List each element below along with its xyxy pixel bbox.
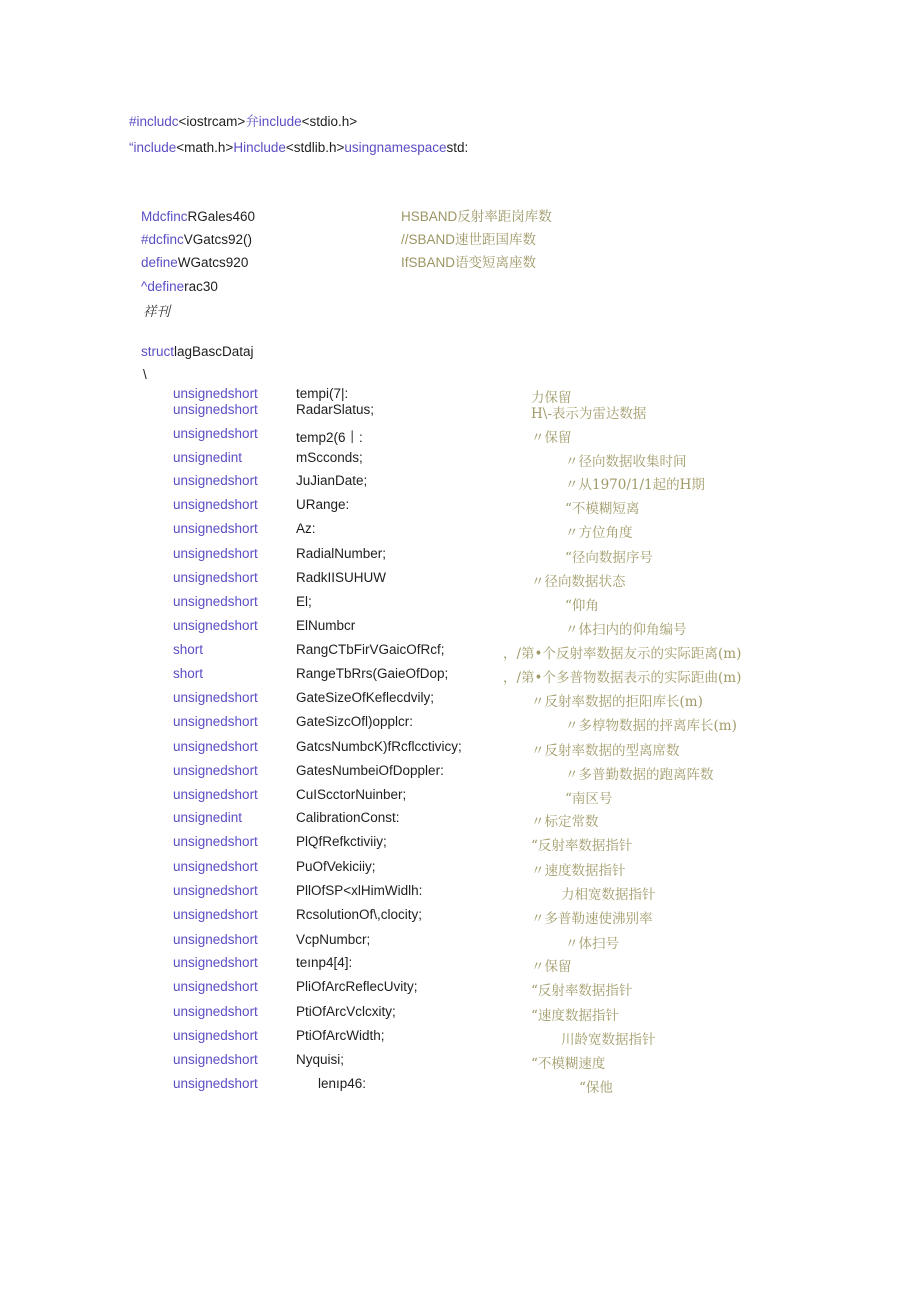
field-name: RadialNumber; bbox=[296, 546, 387, 561]
struct-field-row bbox=[0, 810, 920, 830]
field-type: unsignedshort bbox=[173, 426, 258, 441]
field-comment: 〃速度数据指针 bbox=[531, 863, 626, 879]
define-name: WGatcs920 bbox=[177, 255, 249, 270]
field-name: RcsolutionOf\,clocity; bbox=[296, 907, 423, 922]
field-comment: “南区号 bbox=[565, 791, 613, 807]
field-type: unsignedint bbox=[173, 450, 243, 465]
field-comment: 〃多普勒速使沸别率 bbox=[531, 911, 653, 927]
field-name: RangeTbRrs(GaieOfDop; bbox=[296, 666, 449, 681]
field-name: PuOfVekiciiy; bbox=[296, 859, 376, 874]
struct-field-row bbox=[0, 1004, 920, 1024]
define-name: RGales460 bbox=[187, 209, 256, 224]
struct-field-row bbox=[0, 1028, 920, 1048]
field-name: PtiOfArcVclcxity; bbox=[296, 1004, 396, 1019]
field-type: unsignedshort bbox=[173, 834, 258, 849]
field-type: unsignedshort bbox=[173, 1076, 258, 1091]
field-type: unsignedshort bbox=[173, 402, 258, 417]
field-name: CuISccto​rNuinber; bbox=[296, 787, 407, 802]
field-type: unsignedshort bbox=[173, 546, 258, 561]
field-type: unsignedshort bbox=[173, 1052, 258, 1067]
field-comment: “保他 bbox=[579, 1080, 613, 1096]
field-type: unsignedshort bbox=[173, 618, 258, 633]
field-comment: “仰角 bbox=[565, 598, 599, 614]
struct-field-row bbox=[0, 1052, 920, 1072]
struct-field-row bbox=[0, 642, 920, 662]
field-comment: 川龄宽数据指针 bbox=[561, 1032, 656, 1048]
field-comment: 力相宽数据指针 bbox=[561, 887, 656, 903]
define-name: rac30 bbox=[184, 279, 218, 294]
field-comment: 〃多普勤数据的跑离阵数 bbox=[565, 767, 714, 783]
field-type: unsignedshort bbox=[173, 570, 258, 585]
struct-field-row bbox=[0, 690, 920, 710]
include-header: <stdlib.h> bbox=[285, 140, 345, 155]
field-name: ElNumbcr bbox=[296, 618, 356, 633]
struct-field-row bbox=[0, 402, 920, 422]
define-keyword: Mdcfinc bbox=[141, 209, 188, 224]
struct-field-row bbox=[0, 883, 920, 903]
field-type: unsignedshort bbox=[173, 955, 258, 970]
struct-field-row bbox=[0, 907, 920, 927]
field-type: unsignedshort bbox=[173, 497, 258, 512]
field-type: unsignedshort bbox=[173, 979, 258, 994]
field-type: unsignedshort bbox=[173, 739, 258, 754]
field-name: teınp4[4]: bbox=[296, 955, 353, 970]
define-keyword: ^define bbox=[141, 279, 185, 294]
field-type: unsignedshort bbox=[173, 690, 258, 705]
define-comment: IfSBAND语变短离座数 bbox=[401, 255, 537, 270]
field-comment: ，/第•个反射率数据友示的实际距离(m) bbox=[503, 646, 742, 662]
field-comment: “不模糊短离 bbox=[565, 501, 640, 517]
struct-field-row bbox=[0, 497, 920, 517]
field-type: unsignedint bbox=[173, 810, 243, 825]
field-comment: “不模糊速度 bbox=[531, 1056, 606, 1072]
struct-field-row bbox=[0, 787, 920, 807]
field-comment: 〃方位角度 bbox=[565, 525, 633, 541]
field-type: unsignedshort bbox=[173, 859, 258, 874]
field-comment: H\-表示为雷达数据 bbox=[531, 406, 647, 422]
field-type: short bbox=[173, 666, 204, 681]
field-name: GatcsNumbcK)fRcflcctivicy; bbox=[296, 739, 462, 754]
field-name: lenıp46: bbox=[318, 1076, 367, 1091]
struct-field-row bbox=[0, 859, 920, 879]
field-comment: 〃反射率数据的型离席数 bbox=[531, 743, 680, 759]
struct-open-brace: \ bbox=[143, 367, 147, 382]
field-type: unsignedshort bbox=[173, 787, 258, 802]
struct-field-row bbox=[0, 570, 920, 590]
struct-field-row bbox=[0, 955, 920, 975]
field-comment: 〃多椁物数据的抨离库长(m) bbox=[565, 718, 737, 734]
define-name: VGatcs92() bbox=[183, 232, 253, 247]
define-comment: //SBAND速世距国库数 bbox=[401, 232, 537, 247]
field-name: RadkIISUHUW bbox=[296, 570, 387, 585]
field-name: Az: bbox=[296, 521, 316, 536]
field-type: unsignedshort bbox=[173, 473, 258, 488]
field-comment: “反射率数据指针 bbox=[531, 838, 633, 854]
field-name: PtiOfArcWidth; bbox=[296, 1028, 385, 1043]
field-type: unsignedshort bbox=[173, 883, 258, 898]
misc-line: 祥刊 bbox=[143, 304, 170, 320]
field-comment: 〃径向数据状态 bbox=[531, 574, 626, 590]
namespace-keyword: usingnamespace bbox=[344, 140, 447, 155]
field-name: VcpNumbcr; bbox=[296, 932, 371, 947]
struct-field-row bbox=[0, 1076, 920, 1096]
struct-field-row bbox=[0, 546, 920, 566]
field-comment: 〃体扫内的仰角编号 bbox=[565, 622, 687, 638]
include-header: <stdio.h> bbox=[301, 114, 358, 129]
field-name: JuJianDate; bbox=[296, 473, 368, 488]
field-name: GatesNumbeiOfDoppler: bbox=[296, 763, 444, 778]
field-name: GateSizeOfKeflecdvily; bbox=[296, 690, 435, 705]
struct-field-row bbox=[0, 666, 920, 686]
field-comment: “径向数据序号 bbox=[565, 550, 653, 566]
include-directive: “include bbox=[129, 140, 177, 155]
field-type: short bbox=[173, 642, 204, 657]
define-line bbox=[141, 279, 218, 295]
struct-name: lagBascDataj bbox=[174, 344, 254, 359]
define-keyword: #dcfinc bbox=[141, 232, 184, 247]
include-line-2 bbox=[129, 140, 468, 156]
struct-keyword: struct bbox=[141, 344, 175, 359]
field-name: GateSizcOfl)opplcr: bbox=[296, 714, 414, 729]
struct-field-row bbox=[0, 473, 920, 493]
field-name: El; bbox=[296, 594, 312, 609]
field-comment: 〃标定常数 bbox=[531, 814, 599, 830]
field-comment: 〃从1970/1/1起的H期 bbox=[565, 477, 705, 493]
field-comment: 〃保留 bbox=[531, 959, 572, 975]
field-type: unsignedshort bbox=[173, 763, 258, 778]
field-name: PliOfArcReflecUvity; bbox=[296, 979, 418, 994]
struct-field-row bbox=[0, 594, 920, 614]
struct-field-row bbox=[0, 979, 920, 999]
field-type: unsignedshort bbox=[173, 594, 258, 609]
struct-field-row bbox=[0, 763, 920, 783]
include-directive: #includc bbox=[129, 114, 179, 129]
define-line bbox=[141, 209, 255, 225]
include-header: <iostrcam> bbox=[178, 114, 246, 129]
include-header: <math.h> bbox=[176, 140, 234, 155]
field-name: URange: bbox=[296, 497, 350, 512]
define-comment: HSBAND反射率距岗库数 bbox=[401, 209, 552, 224]
field-name: Nyquisi; bbox=[296, 1052, 345, 1067]
struct-field-row bbox=[0, 426, 920, 446]
field-name: CalibrationConst: bbox=[296, 810, 400, 825]
struct-field-row bbox=[0, 739, 920, 759]
define-line bbox=[141, 232, 252, 248]
include-line-1 bbox=[129, 114, 357, 130]
include-directive: Hinclude bbox=[233, 140, 286, 155]
field-comment: 〃径向数据收集时间 bbox=[565, 454, 687, 470]
field-name: PllOfSP<xlHimWidlh: bbox=[296, 883, 423, 898]
field-comment: 〃保留 bbox=[531, 430, 572, 446]
struct-field-row bbox=[0, 714, 920, 734]
struct-field-row bbox=[0, 834, 920, 854]
struct-declaration bbox=[141, 344, 254, 360]
field-name: temp2(6丨: bbox=[296, 430, 363, 445]
field-name: RangCTbFirVGaicOfRcf; bbox=[296, 642, 445, 657]
field-name: mScconds; bbox=[296, 450, 363, 465]
field-comment: ，/第•个多普物数据表示的实际距曲(m) bbox=[503, 670, 742, 686]
field-type: unsignedshort bbox=[173, 932, 258, 947]
field-type: unsignedshort bbox=[173, 1004, 258, 1019]
field-type: unsignedshort bbox=[173, 714, 258, 729]
field-name: RadarSlatus; bbox=[296, 402, 375, 417]
field-comment: “反射率数据指针 bbox=[531, 983, 633, 999]
struct-field-row bbox=[0, 932, 920, 952]
define-keyword: define bbox=[141, 255, 178, 270]
field-comment: 力保留 bbox=[531, 390, 572, 406]
namespace-name: std: bbox=[446, 140, 469, 155]
field-name: PlQfRefkctiviiy; bbox=[296, 834, 387, 849]
field-name: tempi(7|: bbox=[296, 386, 349, 401]
include-directive: 弁include bbox=[245, 114, 302, 129]
field-type: unsignedshort bbox=[173, 907, 258, 922]
struct-field-row bbox=[0, 450, 920, 470]
field-type: unsignedshort bbox=[173, 1028, 258, 1043]
field-type: unsignedshort bbox=[173, 386, 258, 401]
struct-field-row bbox=[0, 618, 920, 638]
field-comment: 〃反射率数据的拒阳库长(m) bbox=[531, 694, 703, 710]
field-comment: 〃体扫号 bbox=[565, 936, 619, 952]
field-comment: “速度数据指针 bbox=[531, 1008, 619, 1024]
field-type: unsignedshort bbox=[173, 521, 258, 536]
define-line bbox=[141, 255, 248, 271]
struct-field-row bbox=[0, 521, 920, 541]
